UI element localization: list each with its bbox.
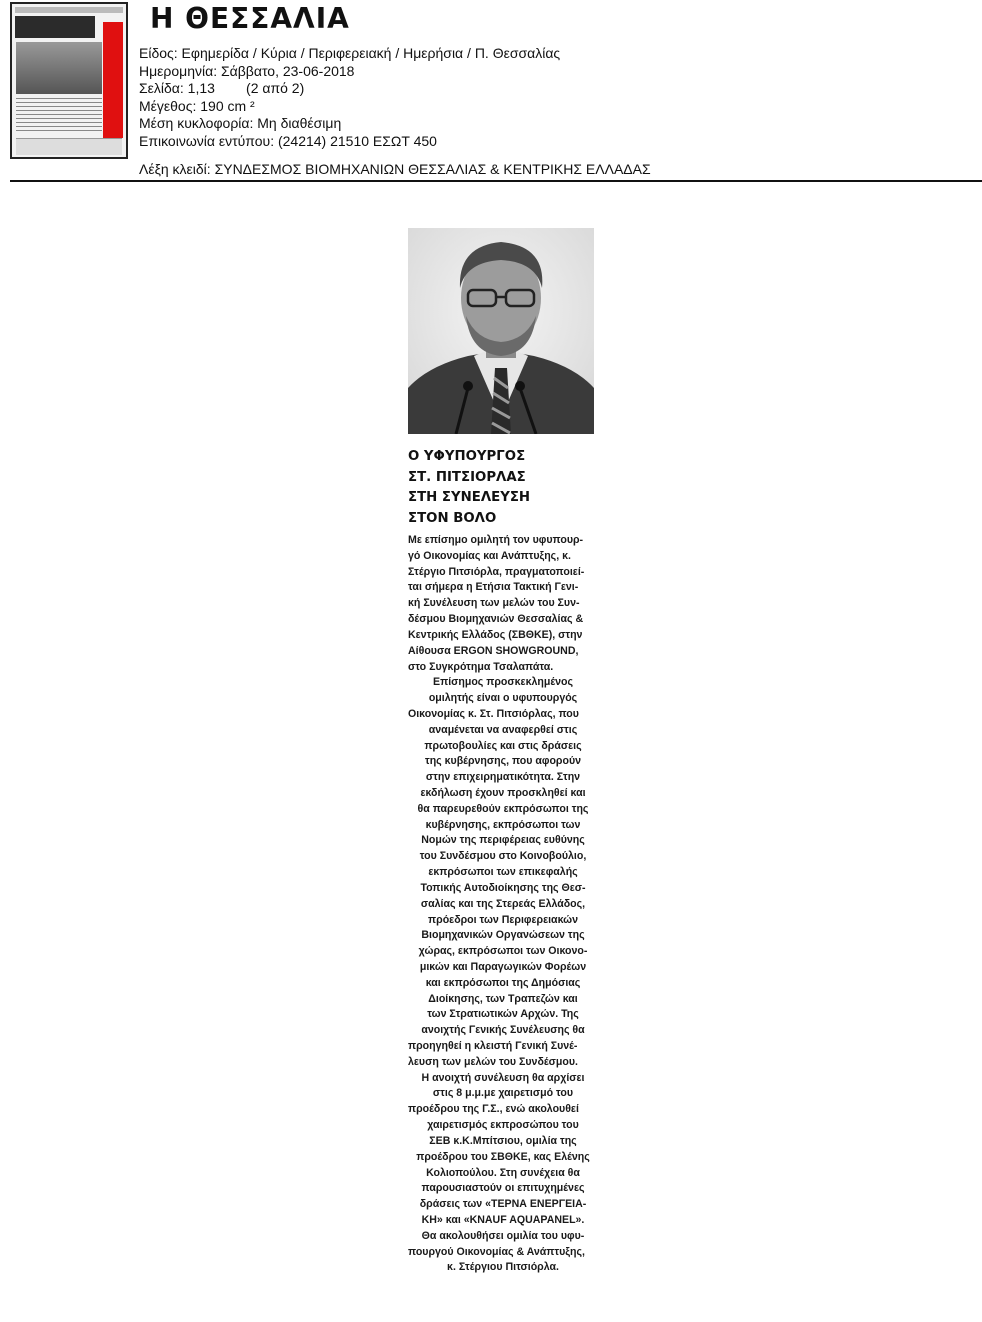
meta-contact: Επικοινωνία εντύπου: (24214) 21510 ΕΣΩΤ 450 bbox=[139, 132, 437, 149]
body-line: και εκπρόσωποι της Δημόσιας bbox=[425, 976, 581, 989]
article-photo bbox=[408, 228, 594, 434]
body-line: κ. Στέργιου Πιτσιόρλα. bbox=[447, 1261, 559, 1274]
body-line: Οικονομίας κ. Στ. Πιτσιόρλας, που bbox=[408, 707, 579, 720]
body-line: στην επιχειρηματικότητα. Στην bbox=[425, 771, 581, 784]
article-headline bbox=[408, 447, 598, 530]
thumbnail-headline-block bbox=[15, 16, 95, 38]
body-line: Νομών της περιφέρειας ευθύνης bbox=[421, 834, 585, 847]
speaker-portrait-illustration bbox=[408, 228, 594, 434]
body-line: ΣΕΒ κ.Κ.Μπίτσιου, ομιλία της bbox=[429, 1134, 577, 1147]
thumbnail-top-bar bbox=[15, 7, 123, 13]
body-line: σαλίας και της Στερεάς Ελλάδος, bbox=[420, 897, 586, 910]
body-line: στις 8 μ.μ.με χαιρετισμό του bbox=[432, 1087, 574, 1100]
meta-circulation: Μέση κυκλοφορία: Μη διαθέσιμη bbox=[139, 115, 342, 132]
meta-type: Είδος: Εφημερίδα / Κύρια / Περιφερειακή / Ημερήσια / Π. Θεσσαλίας bbox=[139, 45, 561, 61]
body-line: ομιλητής είναι ο υφυπουργός bbox=[428, 692, 578, 705]
body-line: πουργού Οικονομίας & Ανάπτυξης, bbox=[408, 1245, 585, 1258]
body-line: Κεντρικής Ελλάδος (ΣΒΘΚΕ), στην bbox=[408, 628, 583, 641]
headline-line: ΣΤΗ ΣΥΝΕΛΕΥΣΗ bbox=[408, 490, 531, 506]
body-line: Τοπικής Αυτοδιοίκησης της Θεσ- bbox=[420, 881, 586, 894]
body-line: κή Συνέλευση των μελών του Συν- bbox=[408, 597, 580, 610]
body-line: Διοίκησης, των Τραπεζών και bbox=[428, 992, 578, 1005]
headline-line: ΣΤΟΝ ΒΟΛΟ bbox=[408, 511, 497, 527]
body-line: ται σήμερα η Ετήσια Τακτική Γενι- bbox=[408, 581, 579, 594]
body-line: της κυβέρνησης, που αφορούν bbox=[424, 755, 582, 768]
body-line: γό Οικονομίας και Ανάπτυξης, κ. bbox=[408, 549, 571, 562]
body-line: δέσμου Βιομηχανιών Θεσσαλίας & bbox=[408, 613, 584, 626]
thumbnail-text-lines bbox=[16, 98, 102, 132]
body-line: χαιρετισμός εκπροσώπου του bbox=[427, 1119, 579, 1132]
body-line: Επίσημος προσκεκλημένος bbox=[433, 676, 573, 689]
headline-line: ΣΤ. ΠΙΤΣΙΟΡΛΑΣ bbox=[408, 469, 526, 485]
keywords-line: Λέξη κλειδί: ΣΥΝΔΕΣΜΟΣ ΒΙΟΜΗΧΑΝΙΩΝ ΘΕΣΣΑΛΙΑΣ & ΚΕΝΤΡΙΚΗΣ ΕΛΛΑΔΑΣ bbox=[139, 161, 651, 177]
body-line: μικών και Παραγωγικών Φορέων bbox=[419, 960, 587, 973]
body-line: Αίθουσα ERGON SHOWGROUND, bbox=[408, 644, 579, 657]
clipping-metadata bbox=[139, 45, 560, 151]
meta-page: Σελίδα: 1,13 (2 από 2) bbox=[139, 80, 305, 97]
body-line: πρόεδροι των Περιφερειακών bbox=[428, 913, 578, 926]
newspaper-masthead: Η ΘΕΣΣΑΛΙΑ bbox=[150, 2, 350, 35]
article-body bbox=[408, 533, 598, 1276]
body-line: Η ανοιχτή συνέλευση θα αρχίσει bbox=[421, 1071, 585, 1084]
body-line: εκπρόσωποι των επικεφαλής bbox=[428, 866, 578, 879]
thumbnail-photo bbox=[16, 42, 102, 94]
body-line: ΚΗ» και «KNAUF AQUAPANEL». bbox=[421, 1213, 585, 1226]
body-line: Κολιοπούλου. Στη συνέχεια θα bbox=[426, 1166, 580, 1179]
body-line: πρωτοβουλίες και στις δράσεις bbox=[424, 739, 582, 752]
body-line: προέδρου του ΣΒΘΚΕ, κας Ελένης bbox=[416, 1150, 590, 1163]
headline-line: Ο ΥΦΥΠΟΥΡΓΟΣ bbox=[408, 449, 526, 464]
body-line: Στέργιο Πιτσιόρλα, πραγματοποιεί- bbox=[408, 565, 585, 578]
body-line: ανοιχτής Γενικής Συνέλευσης θα bbox=[421, 1024, 585, 1037]
body-line: Βιομηχανικών Οργανώσεων της bbox=[421, 929, 585, 942]
body-line: των Στρατιωτικών Αρχών. Της bbox=[427, 1008, 579, 1021]
body-line: εκδήλωση έχουν προσκληθεί και bbox=[420, 787, 586, 799]
meta-size: Μέγεθος: 190 cm ² bbox=[139, 97, 255, 114]
body-line: λευση των μελών του Συνδέσμου. bbox=[408, 1055, 578, 1068]
header-divider bbox=[10, 180, 982, 182]
body-line: του Συνδέσμου στο Κοινοβούλιο, bbox=[419, 850, 587, 863]
body-line: παρουσιαστούν οι επιτυχημένες bbox=[421, 1182, 585, 1195]
front-page-thumbnail bbox=[10, 2, 128, 159]
body-line: θα παρευρεθούν εκπρόσωποι της bbox=[417, 802, 589, 815]
body-line: Με επίσημο ομιλητή τον υφυπουρ- bbox=[408, 534, 584, 546]
meta-date: Ημερομηνία: Σάββατο, 23-06-2018 bbox=[139, 62, 355, 79]
body-line: χώρας, εκπρόσωποι των Οικονο- bbox=[418, 945, 588, 958]
thumbnail-red-column bbox=[103, 22, 123, 138]
body-line: προέδρου της Γ.Σ., ενώ ακολουθεί bbox=[408, 1103, 579, 1116]
body-line: προηγηθεί η κλειστή Γενική Συνέ- bbox=[408, 1040, 578, 1052]
body-line: Θα ακολουθήσει ομιλία του υφυ- bbox=[421, 1229, 585, 1242]
thumbnail-footer bbox=[16, 138, 122, 155]
body-line: κυβέρνησης, εκπρόσωποι των bbox=[425, 818, 581, 831]
body-line: στο Συγκρότημα Τσαλαπάτα. bbox=[408, 660, 554, 673]
body-line: αναμένεται να αναφερθεί στις bbox=[428, 723, 578, 736]
body-line: δράσεις των «ΤΕΡΝΑ ΕΝΕΡΓΕΙΑ- bbox=[419, 1198, 587, 1211]
